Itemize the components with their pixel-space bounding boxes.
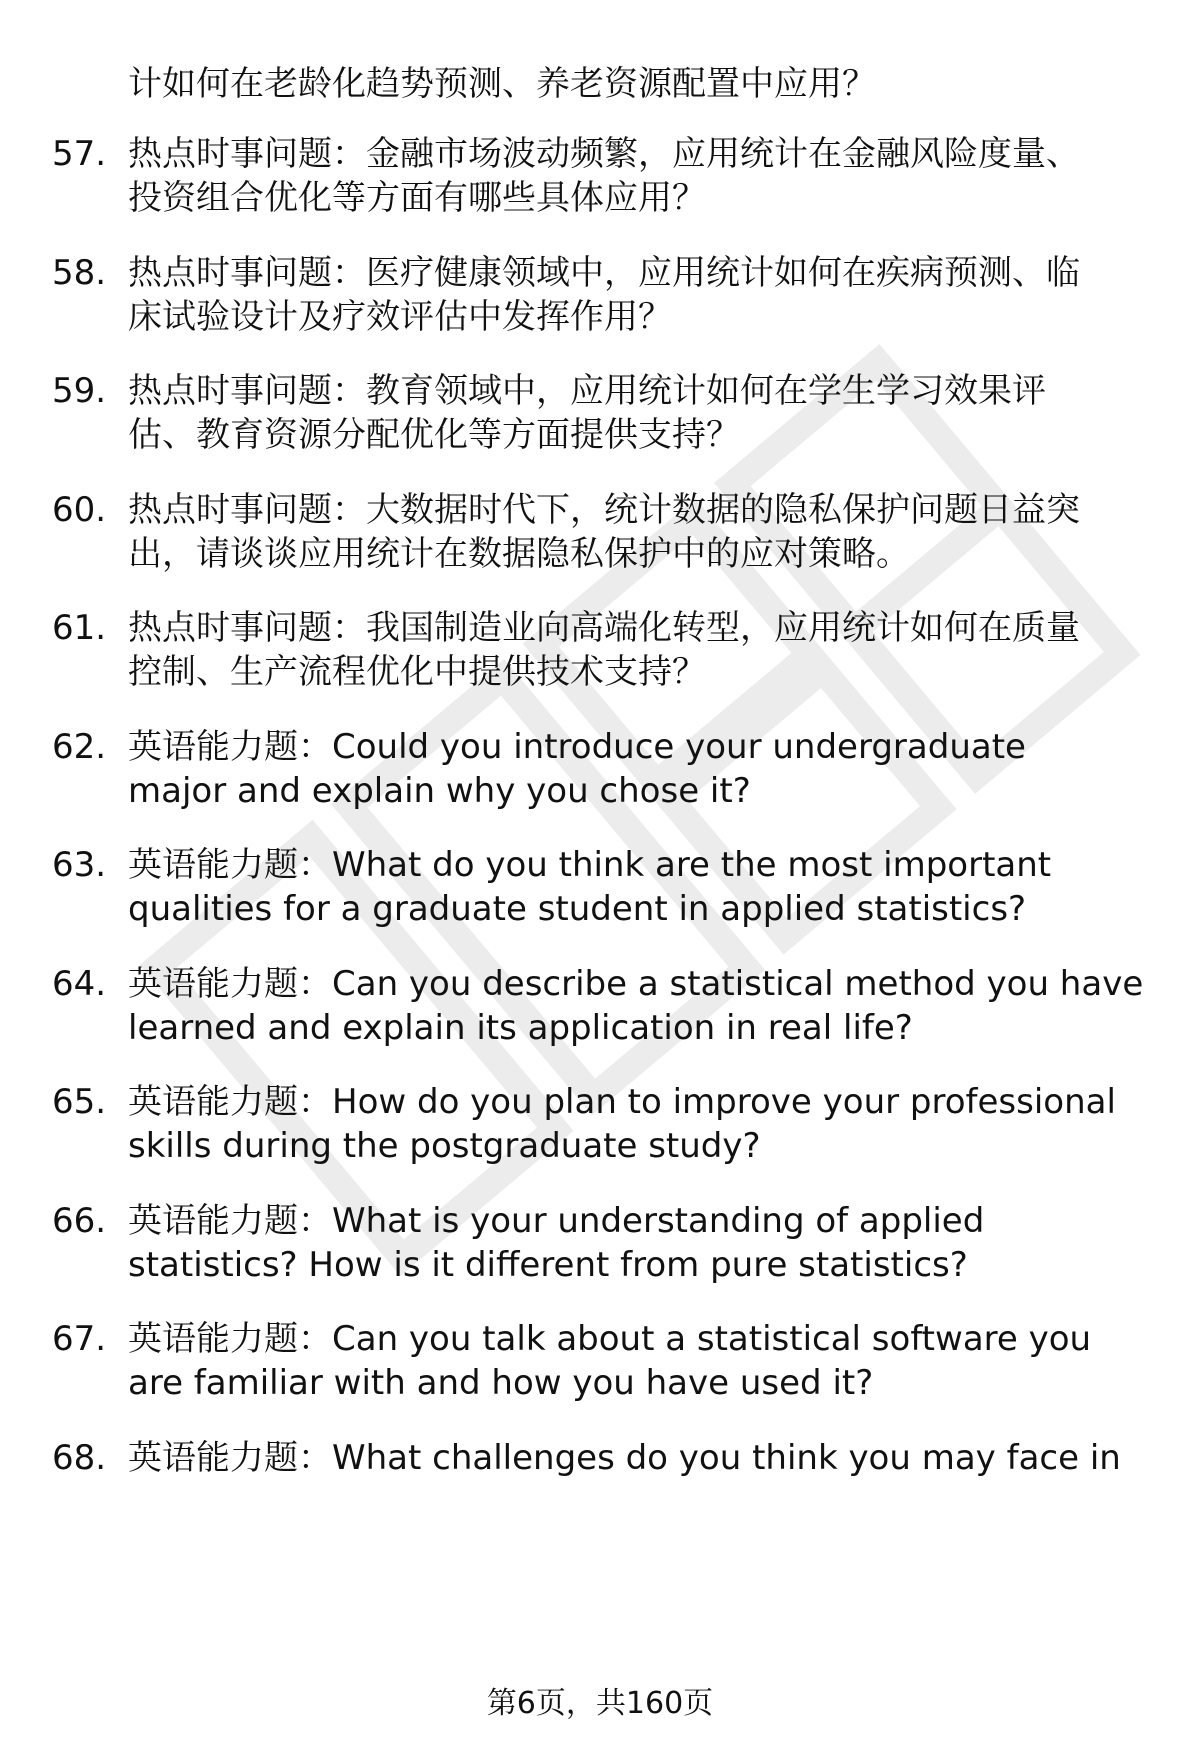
item-text-line: 英语能力题：What do you think are the most important — [128, 845, 1052, 885]
item-number: 61. — [52, 608, 107, 648]
item-number: 59. — [52, 371, 107, 411]
item-text-line: major and explain why you chose it? — [128, 771, 751, 811]
page-number: 第6页，共160页 — [486, 1686, 714, 1721]
item-number: 66. — [52, 1201, 107, 1241]
item-text-line: 热点时事问题：医疗健康领域中，应用统计如何在疾病预测、临 — [128, 253, 1080, 293]
item-text-line: 热点时事问题：教育领域中，应用统计如何在学生学习效果评 — [128, 371, 1046, 411]
item-text-line: 热点时事问题：我国制造业向高端化转型，应用统计如何在质量 — [128, 608, 1080, 648]
item-number: 58. — [52, 253, 107, 293]
item-number: 57. — [52, 134, 107, 174]
item-text-line: are familiar with and how you have used it? — [128, 1363, 874, 1403]
item-text-line: 英语能力题：Could you introduce your undergraduate — [128, 727, 1026, 767]
item-number: 68. — [52, 1438, 107, 1478]
item-text-line: 热点时事问题：大数据时代下，统计数据的隐私保护问题日益突 — [128, 490, 1080, 530]
item-text-line: qualities for a graduate student in applied statistics? — [128, 889, 1027, 929]
item-text-line: skills during the postgraduate study? — [128, 1126, 761, 1166]
item-text-line: 估、教育资源分配优化等方面提供支持？ — [128, 415, 740, 455]
item-number: 67. — [52, 1319, 107, 1359]
item-text-line: 英语能力题：What challenges do you think you may face in — [128, 1438, 1121, 1478]
item-text-line: 热点时事问题：金融市场波动频繁，应用统计在金融风险度量、 — [128, 134, 1080, 174]
item-number: 63. — [52, 845, 107, 885]
item-text-line: 英语能力题：How do you plan to improve your professional — [128, 1082, 1116, 1122]
item-number: 60. — [52, 490, 107, 530]
item-number: 62. — [52, 727, 107, 767]
item-text-line: learned and explain its application in real life? — [128, 1008, 913, 1048]
item-text-line: 出，请谈谈应用统计在数据隐私保护中的应对策略。 — [128, 534, 910, 574]
item-text-line: 英语能力题：What is your understanding of applied — [128, 1201, 985, 1241]
lead-line: 计如何在老龄化趋势预测、养老资源配置中应用？ — [128, 64, 876, 104]
item-text-line: 英语能力题：Can you talk about a statistical software you — [128, 1319, 1092, 1359]
item-text-line: 床试验设计及疗效评估中发挥作用？ — [128, 297, 672, 337]
item-number: 64. — [52, 964, 107, 1004]
item-number: 65. — [52, 1082, 107, 1122]
item-text-line: 英语能力题：Can you describe a statistical method you have — [128, 964, 1144, 1004]
item-text-line: 控制、生产流程优化中提供技术支持？ — [128, 652, 706, 692]
item-text-line: statistics? How is it different from pure statistics? — [128, 1245, 968, 1285]
item-text-line: 投资组合优化等方面有哪些具体应用？ — [128, 178, 706, 218]
